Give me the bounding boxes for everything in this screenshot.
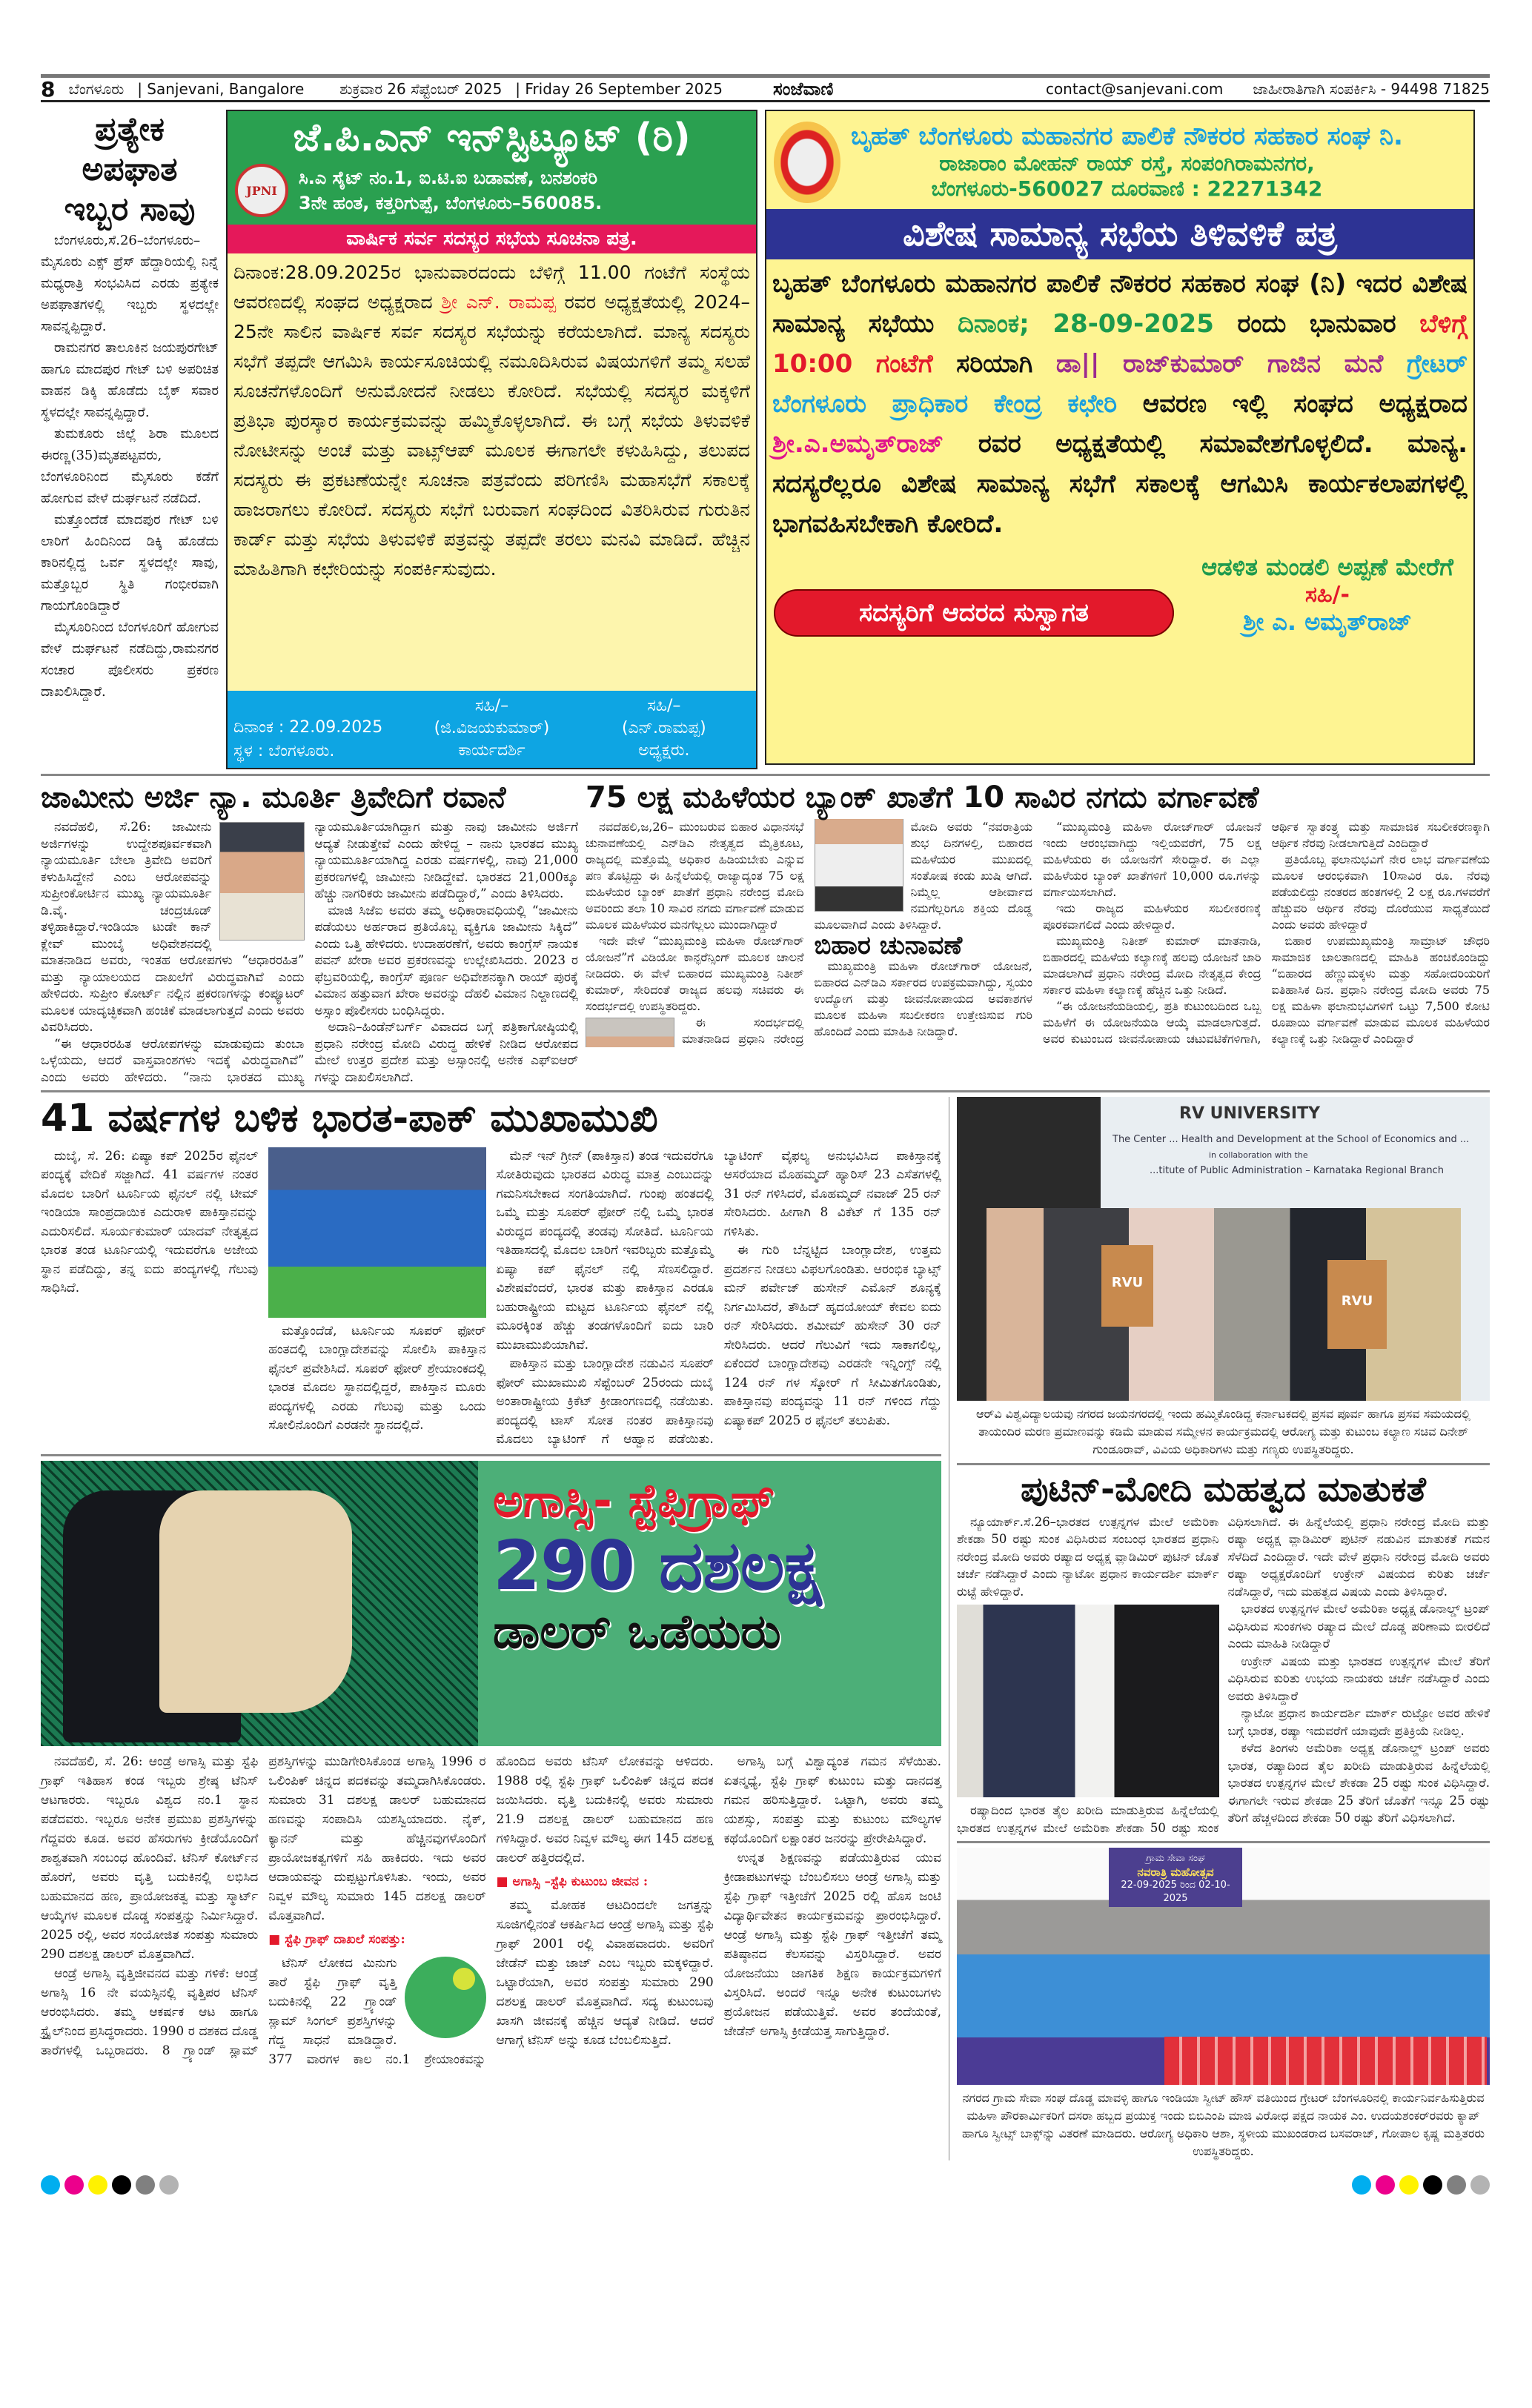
agassi-graf-photo <box>41 1461 478 1746</box>
rvu-event-photo-block <box>957 1097 1490 1459</box>
paragraph: “ಈ ಆಧಾರರಹಿತ ಆರೋಪಗಳನ್ನು ಮಾಡುವುದು ತುಂಬಾ ಒಳ್ಳೆಯದು, ಆದರೆ ವಾಸ್ತವಾಂಶಗಳು ಇದಕ್ಕೆ ವಿರುದ್ಧವಾಗಿವೆ” ಎಂದು ಅವರು ಹೇಳಿದರು. “ನಾನು ಭಾರತದ ಮುಖ್ಯ ನ್ಯಾಯಮೂರ್ತಿಯಾಗಿದ್ದಾಗ ಮತ್ತು ನಾವು ಜಾಮೀನು ಅರ್ಜಿಗೆ ಆದ್ಯತೆ ನೀಡುತ್ತೇವೆ ಎಂದು ಹೇಳಿದ್ದ – ನಾನು ಭಾರತದ ಮುಖ್ಯ ನ್ಯಾಯಮೂರ್ತಿಯಾಗಿದ್ದ ಎರಡು ವರ್ಷಗಳಲ್ಲಿ, ನಾವು 21,000 ಪ್ರಕರಣಗಳಲ್ಲಿ ಜಾಮೀನು ನೀಡಿದ್ದೇವೆ. ಭಾರತದ 21,000ಕ್ಕೂ ಹೆಚ್ಚು ನಾಗರಿಕರು ಜಾಮೀನು ಪಡೆದಿದ್ದಾರೆ,” ಎಂದು ತಿಳಿಸಿದರು. <box>41 820 578 1085</box>
registration-dot <box>1399 2175 1419 2195</box>
ad-notice-band: ವಿಶೇಷ ಸಾಮಾನ್ಯ ಸಭೆಯ ತಿಳಿವಳಿಕೆ ಪತ್ರ <box>766 209 1473 259</box>
article-body <box>586 819 1490 1047</box>
paragraph: ನ್ಯಾಟೋ ಪ್ರಧಾನ ಕಾರ್ಯದರ್ಶಿ ಮಾರ್ಕ್ ರುಟ್ಟೋ ಅವರ ಹೇಳಿಕೆ ಬಗ್ಗೆ ಭಾರತ, ರಷ್ಯಾ ಇದುವರೆಗೆ ಯಾವುದೇ ಪ್ರತಿಕ್ರಿಯೆ ನೀಡಿಲ್ಲ. <box>1227 1706 1490 1738</box>
paragraph: ಟೆನಿಸ್ ಲೋಕದ ಮಿನುಗು ತಾರೆ ಸ್ಟೆಫಿ ಗ್ರಾಫ್ ವೃತ್ತಿ ಬದುಕಿನಲ್ಲಿ 22 ಗ್ರ್ಯಾಂಡ್ ಸ್ಲಾಮ್ ಸಿಂಗಲ್ ಪ್ರಶಸ್ತಿಗಳನ್ನು ಗೆದ್ದ ಸಾಧನೆ ಮಾಡಿದ್ದಾರೆ. 377 ವಾರಗಳ ಕಾಲ ನಂ.1 ಶ್ರೇಯಾಂಕವನ್ನು ಹೊಂದಿದ ಅವರು ಟೆನಿಸ್ ಲೋಕವನ್ನು ಆಳಿದರು. 1988 ರಲ್ಲಿ ಸ್ಟೆಫಿ ಗ್ರಾಫ್ ಒಲಿಂಪಿಕ್ ಚಿನ್ನದ ಪದಕ ಜಯಿಸಿದರು. ವೃತ್ತಿ ಬದುಕಿನಲ್ಲಿ ಅವರು ಸುಮಾರು 21.9 ದಶಲಕ್ಷ ಡಾಲರ್ ಬಹುಮಾನದ ಹಣ ಗಳಿಸಿದ್ದಾರೆ. ಅವರ ನಿವ್ವಳ ಮೌಲ್ಯ ಈಗ 145 ದಶಲಕ್ಷ ಡಾಲರ್ ಹತ್ತಿರದಲ್ಲಿದೆ. <box>268 1754 714 2067</box>
board-order: ಆಡಳಿತ ಮಂಡಲಿ ಅಪ್ಪಣೆ ಮೇರೆಗೆ <box>1201 553 1453 581</box>
signature: ಸಹಿ/– <box>647 697 681 715</box>
ad-notice-text <box>766 259 1473 548</box>
ad-title: ಬೃಹತ್ ಬೆಂಗಳೂರು ಮಹಾನಗರ ಪಾಲಿಕೆ ನೌಕರರ ಸಹಕಾರ ಸಂಘ ನಿ. <box>851 122 1403 151</box>
banner-text: The Center ... Health and Development at the School of Economics and ... <box>1112 1134 1470 1145</box>
divider <box>41 1454 941 1456</box>
article-body <box>41 819 578 1086</box>
registration-marks-left <box>41 2175 179 2195</box>
paragraph: ನವದೆಹಲಿ, ಸೆ. 26: ಆಂಡ್ರೆ ಅಗಾಸ್ಸಿ ಮತ್ತು ಸ್ಟೆಫಿ ಗ್ರಾಫ್ ಇತಿಹಾಸ ಕಂಡ ಇಬ್ಬರು ಶ್ರೇಷ್ಠ ಟೆನಿಸ್ ಆಟಗಾರರು. ಇಬ್ಬರೂ ವಿಶ್ವದ ನಂ.1 ಸ್ಥಾನ ಪಡೆದವರು. ಇಬ್ಬರೂ ಅನೇಕ ಪ್ರಮುಖ ಪ್ರಶಸ್ತಿಗಳನ್ನು ಗೆದ್ದವರು ಕೂಡ. ಅವರ ಹೆಸರುಗಳು ಕ್ರೀಡೆಯೊಂದಿಗೆ ಶಾಶ್ವತವಾಗಿ ಸಂಬಂಧ ಹೊಂದಿವೆ. ಟೆನಿಸ್ ಕೋರ್ಟ್‌ನ ಹೊರಗೆ, ಅವರು ವೃತ್ತಿ ಬದುಕಿನಲ್ಲಿ ಲಭಿಸಿದ ಬಹುಮಾನದ ಹಣ, ಪ್ರಾಯೋಜಕತ್ವ ಮತ್ತು ಸ್ಮಾರ್ಟ್ ಆಯ್ಕೆಗಳ ಮೂಲಕ ದೊಡ್ಡ ಸಂಪತ್ತನ್ನು ನಿರ್ಮಿಸಿದ್ದಾರೆ. 2025 ರಲ್ಲಿ, ಅವರ ಸಂಯೋಜಿತ ಸಂಪತ್ತು ಸುಮಾರು 290 ದಶಲಕ್ಷ ಡಾಲರ್ ಮೊತ್ತವಾಗಿದೆ. <box>41 1754 259 1962</box>
text: ದಿನಾಂಕ; <box>957 309 1029 339</box>
article-body <box>41 1147 941 1450</box>
divider <box>957 1463 1490 1465</box>
text: ರವರ ಅಧ್ಯಕ್ಷತೆಯಲ್ಲಿ 2024–25ನೇ ಸಾಲಿನ ವಾರ್ಷಿಕ ಸರ್ವ ಸದಸ್ಯರ ಸಭೆಯನ್ನು ಕರೆಯಲಾಗಿದೆ. ಮಾನ್ಯ ಸದಸ್ಯರು ಸಭೆಗೆ ತಪ್ಪದೇ ಆಗಮಿಸಿ ಕಾರ್ಯಸೂಚಿಯಲ್ಲಿ ನಮೂದಿಸಿರುವ ವಿಷಯಗಳಿಗೆ ತಮ್ಮ ಸಲಹೆ ಸೂಚನೆಗಳೊಂದಿಗೆ ಅನುಮೋದನೆ ನೀಡಲು ಕೋರಿದೆ. ಸಭೆಯಲ್ಲಿ ಸದಸ್ಯರ ಮಕ್ಕಳಿಗೆ ಪ್ರತಿಭಾ ಪುರಸ್ಕಾರ ಕಾರ್ಯಕ್ರಮವನ್ನು ಹಮ್ಮಿಕೊಳ್ಳಲಾಗಿದೆ. ಈ ಬಗ್ಗೆ ಸಭೆಯ ತಿಳುವಳಿಕೆ ನೋಟೀಸನ್ನು ಅಂಚೆ ಮತ್ತು ವಾಟ್ಸ್‌ಆಪ್ ಮೂಲಕ ಈಗಾಗಲೇ ಕಳುಹಿಸಿದ್ದು, ತಲುಪದ ಸದಸ್ಯರು ಈ ಪ್ರಕಟಣೆಯನ್ನೇ ಸೂಚನಾ ಪತ್ರವೆಂದು ಪರಿಗಣಿಸಿ ಮಹಾಸಭೆಗೆ ಸಕಾಲಕ್ಕೆ ಹಾಜರಾಗಲು ಕೋರಿದೆ. ಸದಸ್ಯರು ಸಭೆಗೆ ಬರುವಾಗ ಸಂಘದಿಂದ ವಿತರಿಸಿರುವ ಗುರುತಿನ ಕಾರ್ಡ್ ಮತ್ತು ಸಭೆಯ ತಿಳುವಳಿಕೆ ಪತ್ರವನ್ನು ತಪ್ಪದೇ ತರಲು ಮನವಿ ಮಾಡಿದೆ. ಹೆಚ್ಚಿನ ಮಾಹಿತಿಗಾಗಿ ಕಛೇರಿಯನ್ನು ಸಂಪರ್ಕಿಸುವುದು. <box>233 291 751 580</box>
paragraph: ಅದಾನಿ–ಹಿಂಡೆನ್‌ಬರ್ಗ್ ವಿವಾದದ ಬಗ್ಗೆ ಪತ್ರಿಕಾಗೋಷ್ಠಿಯಲ್ಲಿ ಪ್ರಧಾನಿ ನರೇಂದ್ರ ಮೋದಿ ವಿರುದ್ಧ ಹೇಳಿಕೆ ನೀಡಿದ ಆರೋಪದ ಮೇಲೆ ಉತ್ತರ ಪ್ರದೇಶ ಮತ್ತು ಅಸ್ಸಾಂನಲ್ಲಿ ಅನೇಕ ಎಫ್‌ಐಆರ್ ಗಳನ್ನು ದಾಖಲಿಸಲಾಗಿದೆ. <box>314 1020 578 1085</box>
masthead-logo: ಸಂಜೆವಾಣಿ <box>772 79 834 99</box>
event-banner <box>1109 1848 1242 1907</box>
secretary-name: (ಜಿ.ವಿಜಯಕುಮಾರ್) <box>434 719 550 737</box>
subheading-text: ಸ್ಟೆಫಿ ಗ್ರಾಫ್ ದಾಖಲೆ ಸಂಪತ್ತು: <box>285 1931 405 1947</box>
banner-text: ಗ್ರಾಮ ಸೇವಾ ಸಂಘ <box>1146 1853 1205 1865</box>
divider <box>41 1090 1490 1092</box>
headline-line: ಇಬ್ಬರ ಸಾವು <box>64 190 196 228</box>
divider <box>41 774 1490 776</box>
welcome-badge: ಸದಸ್ಯರಿಗೆ ಆದರದ ಸುಸ್ವಾಗತ <box>774 589 1174 637</box>
headline-line: ಪ್ರತ್ಯೇಕ <box>95 110 165 148</box>
page-number: 8 <box>41 76 56 102</box>
article-headline <box>41 110 219 230</box>
president-role: ಅಧ್ಯಕ್ಷರು. <box>638 741 690 760</box>
paragraph: ರಷ್ಯಾದಿಂದ ಭಾರತ ತೈಲ ಖರೀದಿ ಮಾಡುತ್ತಿರುವ ಹಿನ್ನೆಲೆಯಲ್ಲಿ ಭಾರತದ ಉತ್ಪನ್ನಗಳ ಮೇಲೆ ಅಮೆರಿಕಾ ಶೇಕಡಾ 50 ರಷ್ಟು ಸುಂಕ ವಿಧಿಸಲಾಗಿದೆ. ಈ ಹಿನ್ನೆಲೆಯಲ್ಲಿ ಪ್ರಧಾನಿ ನರೇಂದ್ರ ಮೋದಿ ಮತ್ತು ರಷ್ಯಾ ಅಧ್ಯಕ್ಷ ವ್ಲಾಡಿಮಿರ್ ಪುಟಿನ್ ನಡುವಿನ ಮಾತುಕತೆ ಗಮನ ಸೆಳೆದಿದೆ ಎಂದಿದ್ದಾರೆ. ಇದೇ ವೇಳೆ ಪ್ರಧಾನಿ ನರೇಂದ್ರ ಮೋದಿ ಅವರು ರಷ್ಯಾ ಅಧ್ಯಕ್ಷರೊಂದಿಗೆ ಉಕ್ರೇನ್ ವಿಷಯದ ಕುರಿತು ಚರ್ಚೆ ನಡೆಸಿದ್ದಾರೆ, ಇದು ಮಹತ್ವದ ವಿಷಯ ಎಂದು ತಿಳಿಸಿದ್ದಾರೆ. <box>957 1514 1490 1835</box>
ad-address: ರಾಜಾರಾಂ ಮೋಹನ್ ರಾಯ್ ರಸ್ತೆ, ಸಂಪಂಗಿರಾಮನಗರ, <box>939 151 1315 176</box>
putin-modi-photo <box>957 1605 1219 1797</box>
notice-place: ಸ್ಥಳ : ಬೆಂಗಳೂರು. <box>233 742 335 760</box>
article-body <box>957 1513 1490 1837</box>
paragraph: ಉನ್ನತ ಶಿಕ್ಷಣವನ್ನು ಪಡೆಯುತ್ತಿರುವ ಯುವ ಕ್ರೀಡಾಪಟುಗಳನ್ನು ಬೆಂಬಲಿಸಲು ಆಂಡ್ರೆ ಅಗಾಸ್ಸಿ ಮತ್ತು ಸ್ಟೆಫಿ ಗ್ರಾಫ್ ಇತ್ತೀಚೆಗೆ 2025 ರಲ್ಲಿ ಹೊಸ ಜಂಟಿ ವಿದ್ಯಾರ್ಥಿವೇತನ ಕಾರ್ಯಕ್ರಮವನ್ನು ಪ್ರಾರಂಭಿಸಿದ್ದಾರೆ. ಆಂಡ್ರೆ ಅಗಾಸ್ಸಿ ಮತ್ತು ಸ್ಟೆಫಿ ಗ್ರಾಫ್ ಇತ್ತೀಚೆಗೆ ತಮ್ಮ ಪತಿಷ್ಠಾನದ ಕೆಲಸವನ್ನು ವಿಸ್ತರಿಸಿದ್ದಾರೆ. ಅವರ ಯೋಜನೆಯು ಜಾಗತಿಕ ಶಿಕ್ಷಣ ಕಾರ್ಯಕ್ರಮಗಳಿಗೆ ವಿಸ್ತರಿಸಿದೆ. ಅಂದರೆ ಇನ್ನೂ ಅನೇಕ ಕುಟುಂಬಗಳು ಪ್ರಯೋಜನ ಪಡೆಯುತ್ತಿವೆ. ಅವರ ತಂದೆಯಂತೆ, ಜೇಡೆನ್ ಅಗಾಸ್ಸಿ ಕ್ರೀಡೆಯತ್ತ ಸಾಗುತ್ತಿದ್ದಾರೆ. <box>723 1850 941 2039</box>
article-bail <box>41 780 578 1086</box>
article-putin-modi <box>957 1470 1490 1837</box>
seva-sangha-photo-block <box>957 1848 1490 2160</box>
registration-dot <box>1470 2175 1490 2195</box>
india-pakistan-team-photo <box>268 1147 485 1318</box>
ad-notice-text <box>228 253 756 691</box>
subheading-text: ಅಗಾಸ್ಸಿ –ಸ್ಟೆಫಿ ಕುಟುಂಬ ಜೀವನ : <box>512 1874 649 1889</box>
jpni-advertisement <box>226 110 757 769</box>
people-group <box>986 1208 1461 1401</box>
banner-text: ...titute of Public Administration – Karnataka Regional Branch <box>1150 1165 1444 1176</box>
meeting-time: ಬೆಳಿಗ್ಗೆ 10:00 ಗಂಟೆಗೆ <box>772 309 1468 379</box>
header-date-kannada: ಶುಕ್ರವಾರ 26 ಸೆಪ್ಟೆಂಬರ್ 2025 <box>339 80 503 98</box>
jpni-seal-logo: JPNI <box>235 164 288 217</box>
tennis-icon <box>405 1957 486 2038</box>
article-subheading: ■ ಸ್ಟೆಫಿ ಗ್ರಾಫ್ ದಾಖಲೆ ಸಂಪತ್ತು: <box>268 1931 405 1947</box>
paragraph: ಮೆನ್ ಇನ್ ಗ್ರೀನ್ (ಪಾಕಿಸ್ತಾನ) ತಂಡ ಇದುವರೆಗೂ ಸೋತಿರುವುದು ಭಾರತದ ವಿರುದ್ಧ ಮಾತ್ರ ಎಂಬುದನ್ನು ಗಮನಿಸಬೇಕಾದ ಸಂಗತಿಯಾಗಿದೆ. ಗುಂಪು ಹಂತದಲ್ಲಿ ಒಮ್ಮೆ ಮತ್ತು ಸೂಪರ್ ಫೋರ್ ನಲ್ಲಿ ಒಮ್ಮೆ ಭಾರತ ವಿರುದ್ಧದ ಪಂದ್ಯದಲ್ಲಿ ತಂಡವು ಸೋತಿದೆ. ಟೂರ್ನಿಯ ಇತಿಹಾಸದಲ್ಲಿ ಮೊದಲ ಬಾರಿಗೆ ಇವರಿಬ್ಬರು ಮತ್ತೊಮ್ಮೆ ಏಷ್ಯಾ ಕಪ್ ಫೈನಲ್ ನಲ್ಲಿ ಸೆಣಸಲಿದ್ದಾರೆ. ವಿಶೇಷವೆಂದರೆ, ಭಾರತ ಮತ್ತು ಪಾಕಿಸ್ತಾನ ಎರಡೂ ಬಹುರಾಷ್ಟ್ರೀಯ ಮಟ್ಟದ ಟೂರ್ನಿಯ ಫೈನಲ್ ನಲ್ಲಿ ಮೂರಕ್ಕಿಂತ ಹೆಚ್ಚು ತಂಡಗಳೊಂದಿಗೆ ಐದು ಬಾರಿ ಮುಖಾಮುಖಿಯಾಗಿವೆ. <box>496 1148 714 1353</box>
header-email[interactable]: contact@sanjevani.com <box>1045 80 1224 98</box>
paragraph: ಬಿಹಾರ ಉಪಮುಖ್ಯಮಂತ್ರಿ ಸಾಮ್ರಾಟ್ ಚೌಧರಿ ಸಾಮಾಜಿಕ ಜಾಲತಾಣದಲ್ಲಿ ಮಾಹಿತಿ ಹಂಚಿಕೊಂಡಿದ್ದು “ಬಿಹಾರದ ಹೆಣ್ಣುಮಕ್ಕಳು ಮತ್ತು ಸಹೋದರಿಯರಿಗೆ ಐತಿಹಾಸಿಕ ದಿನ. ಪ್ರಧಾನಿ ನರೇಂದ್ರ ಮೋದಿ ಅವರು 75 ಲಕ್ಷ ಮಹಿಳಾ ಫಲಾನುಭವಿಗಳಿಗೆ ಒಟ್ಟು 7,500 ಕೋಟಿ ರೂಪಾಯಿ ವರ್ಗಾವಣೆ ಮಾಡುವ ಮೂಲಕ ಮಹಿಳೆಯರ ಕಲ್ಯಾಣಕ್ಕೆ ಒತ್ತು ನೀಡಿದ್ದಾರೆ ಎಂದಿದ್ದಾರೆ <box>1271 934 1490 1046</box>
paragraph: ಭಾರತದ ಉತ್ಪನ್ನಗಳ ಮೇಲೆ ಅಮೆರಿಕಾ ಅಧ್ಯಕ್ಷ ಡೊನಾಲ್ಡ್ ಟ್ರಂಪ್ ವಿಧಿಸಿರುವ ಸುಂಕಗಳು ರಷ್ಯಾದ ಮೇಲೆ ದೊಡ್ಡ ಪರಿಣಾಮ ಬೀರಲಿದೆ ಎಂದು ಮಾಹಿತಿ ನೀಡಿದ್ದಾರೆ <box>1227 1602 1490 1651</box>
paragraph: ಮಾಜಿ ಸಿಜೆಐ ಅವರು ತಮ್ಮ ಅಧಿಕಾರಾವಧಿಯಲ್ಲಿ “ಜಾಮೀನು ಪಡೆಯಲು ಅರ್ಹರಾದ ಪ್ರತಿಯೊಬ್ಬ ವ್ಯಕ್ತಿಗೂ ಜಾಮೀನು ಸಿಕ್ಕಿದೆ” ಎಂದು ಒತ್ತಿ ಹೇಳಿದರು. ಉದಾಹರಣೆಗೆ, ಅವರು ಕಾಂಗ್ರೆಸ್ ನಾಯಕ ಪವನ್ ಖೇರಾ ಅವರ ಪ್ರಕರಣವನ್ನು ಉಲ್ಲೇಖಿಸಿದರು. 2023 ರ ಫೆಬ್ರವರಿಯಲ್ಲಿ, ಕಾಂಗ್ರೆಸ್ ಪೂರ್ಣ ಅಧಿವೇಶನಕ್ಕಾಗಿ ರಾಯ್ ಪುರಕ್ಕೆ ವಿಮಾನ ಹತ್ತುವಾಗ ಖೇರಾ ಅವರನ್ನು ದೆಹಲಿ ವಿಮಾನ ನಿಲ್ದಾಣದಲ್ಲಿ ಅಸ್ಸಾಂ ಪೊಲೀಸರು ಬಂಧಿಸಿದ್ದರು. <box>314 903 578 1018</box>
paragraph: ದುಬೈ, ಸೆ. 26: ಏಷ್ಯಾ ಕಪ್ 2025ರ ಫೈನಲ್ ಪಂದ್ಯಕ್ಕೆ ವೇದಿಕೆ ಸಜ್ಜಾಗಿದೆ. 41 ವರ್ಷಗಳ ನಂತರ ಮೊದಲ ಬಾರಿಗೆ ಟೂರ್ನಿಯ ಫೈನಲ್ ನಲ್ಲಿ ಟೀಮ್ ಇಂಡಿಯಾ ಸಾಂಪ್ರದಾಯಿಕ ಎದುರಾಳಿ ಪಾಕಿಸ್ತಾನವನ್ನು ಎದುರಿಸಲಿದೆ. ಸೂರ್ಯಕುಮಾರ್ ಯಾದವ್ ನೇತೃತ್ವದ ಭಾರತ ತಂಡ ಟೂರ್ನಿಯಲ್ಲಿ ಇದುವರೆಗೂ ಅಜೇಯ ಸ್ಥಾನ ಪಡೆದಿದ್ದು, ತನ್ನ ಐದು ಪಂದ್ಯಗಳಲ್ಲಿ ಗೆಲುವು ಸಾಧಿಸಿದೆ. <box>41 1148 259 1296</box>
paragraph: ಈ ಗುರಿ ಬೆನ್ನಟ್ಟಿದ ಬಾಂಗ್ಲಾದೇಶ, ಉತ್ತಮ ಪ್ರದರ್ಶನ ನೀಡಲು ವಿಫಲಗೊಂಡಿತು. ಆರಂಭಿಕ ಬ್ಯಾಟ್ಸ್ ಮನ್ ಪರ್ವೇಜ್ ಹುಸೇನ್ ಎಮೊನ್ ಶೂನ್ಯಕ್ಕೆ ನಿರ್ಗಮಿಸಿದರೆ, ತೌಹಿದ್ ಹೃದಯೋಯ್ ಕೇವಲ ಐದು ರನ್ ಸೇರಿಸಿದರು. ಶಮೀಮ್ ಹುಸೇನ್ 30 ರನ್ ಸೇರಿಸಿದರು. ಆದರೆ ಗೆಲುವಿಗೆ ಇದು ಸಾಕಾಗಲಿಲ್ಲ, ಏಕೆಂದರೆ ಬಾಂಗ್ಲಾದೇಶವು ಎರಡನೇ ಇನ್ನಿಂಗ್ಸ್ ನಲ್ಲಿ 124 ರನ್ ಗಳ ಸ್ಕೋರ್ ಗೆ ಸೀಮಿತಗೊಂಡಿತು, ಪಾಕಿಸ್ತಾನವು ಪಂದ್ಯವನ್ನು 11 ರನ್ ಗಳಿಂದ ಗೆದ್ದು ಏಷ್ಯಾಕಪ್ 2025 ರ ಫೈನಲ್ ತಲುಪಿತು. <box>723 1243 941 1428</box>
signature: ಸಹಿ/- <box>1305 582 1350 608</box>
header-ad-contact: ಜಾಹೀರಾತಿಗಾಗಿ ಸಂಪರ್ಕಿಸಿ - 94498 71825 <box>1253 80 1490 98</box>
sweet-boxes <box>1164 2037 1487 2085</box>
row-bottom <box>41 1097 1490 2160</box>
banner-text: 22-09-2025 ರಿಂದ 02-10-2025 <box>1121 1880 1230 1905</box>
registration-dot <box>112 2175 131 2195</box>
venue: ಡಾ|| ರಾಜ್‌ಕುಮಾರ್ ಗಾಜಿನ ಮನೆ <box>1055 349 1384 379</box>
paragraph: ನವದೆಹಲಿ,ಜ,26– ಮುಂಬರುವ ಬಿಹಾರ ವಿಧಾನಸಭೆ ಚುನಾವಣೆಯಲ್ಲಿ ಎನ್‌ಡಿಎ ನೇತೃತ್ವದ ಮೈತ್ರಿಕೂಟ, ರಾಜ್ಯದಲ್ಲಿ ಮತ್ತೊಮ್ಮೆ ಅಧಿಕಾರ ಹಿಡಿಯಬೇಕು ಎನ್ನುವ ಪಣ ತೊಟ್ಟಿದ್ದು ಈ ಹಿನ್ನೆಲೆಯಲ್ಲಿ ರಾಜ್ಯಾದ್ಯಂತ 75 ಲಕ್ಷ ಮಹಿಳೆಯರ ಬ್ಯಾಂಕ್ ಖಾತೆಗೆ ಪ್ರಧಾನಿ ನರೇಂದ್ರ ಮೋದಿ ಅವರಿಂದು ತಲಾ 10 ಸಾವಿರ ನಗದು ವರ್ಗಾವಣೆ ಮಾಡುವ ಮೂಲಕ ಮಹಿಳೆಯರ ಮನಗೆಲ್ಲಲು ಮುಂದಾಗಿದ್ದಾರೆ <box>586 820 804 932</box>
registration-dot <box>1447 2175 1466 2195</box>
text: ಆವರಣ ಇಲ್ಲಿ ಸಂಘದ ಅಧ್ಯಕ್ಷರಾದ <box>1117 389 1468 419</box>
paragraph: ಮುಖ್ಯಮಂತ್ರಿ ನಿತೀಶ್ ಕುಮಾರ್ ಮಾತನಾಡಿ, ಬಿಹಾರದಲ್ಲಿ ಮಹಿಳೆಯ ಕಲ್ಯಾಣಕ್ಕೆ ಹಲವು ಯೋಜನೆ ಜಾರಿ ಮಾಡಲಾಗಿದೆ ಪ್ರಧಾನಿ ನರೇಂದ್ರ ಮೋದಿ ನೇತೃತ್ವದ ಕೇಂದ್ರ ಸರ್ಕಾರ ಮಹಿಳಾ ಕಲ್ಯಾಣಕ್ಕೆ ಹೆಚ್ಚಿನ ಒತ್ತು ನೀಡಿದೆ. <box>1043 934 1261 997</box>
secretary-role: ಕಾರ್ಯದರ್ಶಿ <box>458 741 525 760</box>
banner-text: ನವರಾತ್ರಿ ಮಹೋತ್ಸವ <box>1137 1865 1214 1880</box>
paragraph: ಆಂಡ್ರೆ ಅಗಾಸ್ಸಿ ವೃತ್ತಿಜೀವನದ ಮತ್ತು ಗಳಿಕೆ: ಆಂಡ್ರೆ ಅಗಾಸ್ಸಿ 16 ನೇ ವಯಸ್ಸಿನಲ್ಲಿ ವೃತ್ತಿಪರ ಟೆನಿಸ್ ಆರಂಭಿಸಿದರು. ತಮ್ಮ ಆಕರ್ಷಕ ಆಟ ಹಾಗೂ ಸ್ಟ್ರೈಲ್‌ನಿಂದ ಪ್ರಸಿದ್ಧರಾದರು. 1990 ರ ದಶಕದ ದೊಡ್ಡ ತಾರೆಗಳಲ್ಲಿ ಒಬ್ಬರಾದರು. 8 ಗ್ರ್ಯಾಂಡ್ ಸ್ಲಾಮ್ ಪ್ರಶಸ್ತಿಗಳನ್ನು ಮುಡಿಗೇರಿಸಿಕೊಂಡ ಅಗಾಸ್ಸಿ 1996 ರ ಒಲಿಂಪಿಕ್ ಚಿನ್ನದ ಪದಕವನ್ನು ತಮ್ಮದಾಗಿಸಿಕೊಂಡರು. ಸುಮಾರು 31 ದಶಲಕ್ಷ ಡಾಲರ್ ಬಹುಮಾನದ ಹಣವನ್ನು ಸಂಪಾದಿಸಿ ಯಶಸ್ವಿಯಾದರು. ನೈಕ್, ಕ್ಯಾನನ್ ಮತ್ತು ಹೆಚ್ಚಿನವುಗಳೊಂದಿಗೆ ಪ್ರಾಯೋಜಕತ್ವಗಳಿಗೆ ಸಹಿ ಹಾಕಿದರು. ಇದು ಅವರ ಆದಾಯವನ್ನು ದುಪ್ಪಟ್ಟುಗೊಳಿಸಿತು. ಇಂದು, ಅವರ ನಿವ್ವಳ ಮೌಲ್ಯ ಸುಮಾರು 145 ದಶಲಕ್ಷ ಡಾಲರ್ ಮೊತ್ತವಾಗಿದೆ. <box>41 1754 486 2058</box>
article-bihar-transfer <box>586 780 1490 1047</box>
registration-marks <box>41 2175 1490 2195</box>
page-header <box>41 74 1490 102</box>
seva-sangha-photo <box>957 1848 1490 2085</box>
paragraph: ಉಕ್ರೇನ್ ವಿಷಯ ಮತ್ತು ಭಾರತದ ಉತ್ಪನ್ನಗಳ ಮೇಲೆ ತೆರಿಗೆ ವಿಧಿಸಿರುವ ಕುರಿತು ಉಭಯ ನಾಯಕರು ಚರ್ಚೆ ನಡೆಸಿದ್ದಾರೆ ಎಂದು ಅವರು ತಿಳಿಸಿದ್ದಾರೆ <box>1227 1654 1490 1703</box>
ad-title: ಜೆ.ಪಿ.ಎನ್ ಇನ್‌ಸ್ಟಿಟ್ಯೂಟ್ (ರಿ) <box>293 116 691 160</box>
ad-notice-band: ವಾರ್ಷಿಕ ಸರ್ವ ಸದಸ್ಯರ ಸಭೆಯ ಸೂಚನಾ ಪತ್ರ. <box>228 225 756 253</box>
registration-dot <box>88 2175 107 2195</box>
paragraph: ಮುಖ್ಯಮಂತ್ರಿ ಮಹಿಳಾ ರೋಜ್‌ಗಾರ್ ಯೋಜನೆ, ಬಿಹಾರದ ಎನ್‌ಡಿಎ ಸರ್ಕಾರದ ಉಪಕ್ರಮವಾಗಿದ್ದು, ಸ್ವಯಂ ಉದ್ಯೋಗ ಮತ್ತು ಜೀವನೋಪಾಯದ ಅವಕಾಶಗಳ ಮೂಲಕ ಮಹಿಳಾ ಸಬಲೀಕರಣ ಉತ್ತೇಜಿಸುವ ಗುರಿ ಹೊಂದಿದೆ ಎಂದು ಮಾಹಿತಿ ನೀಡಿದ್ದಾರೆ. <box>814 959 1032 1038</box>
registration-dot <box>1352 2175 1371 2195</box>
paragraph: ರಾಮನಗರ ತಾಲೂಕಿನ ಜಯಪುರಗೇಟ್ ಹಾಗೂ ಮಾದಪುರ ಗೇಟ್ ಬಳಿ ಅಪರಿಚಿತ ವಾಹನ ಡಿಕ್ಕಿ ಹೊಡೆದು ಬೈಕ್ ಸವಾರ ಸ್ಥಳದಲ್ಲೇ ಸಾವನ್ನಪ್ಪಿದ್ದಾರೆ. <box>41 340 219 420</box>
banner-text: RV UNIVERSITY <box>1179 1104 1321 1123</box>
divider <box>957 1841 1490 1843</box>
paragraph: ನ್ಯೂಯಾರ್ಕ್.ಸೆ.26–ಭಾರತದ ಉತ್ಪನ್ನಗಳ ಮೇಲೆ ಅಮೆರಿಕಾ ಶೇಕಡಾ 50 ರಷ್ಟು ಸುಂಕ ವಿಧಿಸಿರುವ ಸಂಬಂಧ ಭಾರತದ ಪ್ರಧಾನಿ ನರೇಂದ್ರ ಮೋದಿ ಅವರು ರಷ್ಯಾದ ಅಧ್ಯಕ್ಷ ವ್ಲಾಡಿಮಿರ್ ಪುಟಿನ್ ಜೊತೆ ಚರ್ಚೆ ನಡೆಸಿದ್ದಾರೆ ಎಂದು ನ್ಯಾಟೋ ಪ್ರಧಾನ ಕಾರ್ಯದರ್ಶಿ ಮಾರ್ಕ್ ರುಟ್ಟೆ ಹೇಳಿದ್ದಾರೆ. <box>957 1514 1219 1599</box>
agassi-top <box>41 1461 941 1746</box>
article-headline: ಪುಟಿನ್-ಮೋದಿ ಮಹತ್ವದ ಮಾತುಕತೆ <box>1021 1469 1426 1509</box>
graf-figure <box>159 1490 352 1713</box>
article-headline: 41 ವರ್ಷಗಳ ಬಳಿಕ ಭಾರತ-ಪಾಕ್ ಮುಖಾಮುಖಿ <box>41 1096 658 1141</box>
paragraph: ಈ ಸಂದರ್ಭದಲ್ಲಿ ಮಾತನಾಡಿದ ಪ್ರಧಾನಿ ನರೇಂದ್ರ ಮೋದಿ ಅವರು “ನವರಾತ್ರಿಯ ಶುಭ ದಿನಗಳಲ್ಲಿ, ಬಿಹಾರದ ಮಹಿಳೆಯರ ಮುಖದಲ್ಲಿ ಸಂತೋಷ ಕಂಡು ಖುಷಿ ಆಗಿದೆ. ನಿಮ್ಮೆಲ್ಲ ಆಶೀರ್ವಾದ ನಮಗೆಲ್ಲರಿಗೂ ಶಕ್ತಿಯ ದೊಡ್ಡ ಮೂಲವಾಗಿದೆ ಎಂದು ತಿಳಿಸಿದ್ದಾರೆ. <box>682 820 1032 1046</box>
president-name: (ಎನ್.ರಾಮಪ್ಪ) <box>621 719 706 737</box>
article-headline: 75 ಲಕ್ಷ ಮಹಿಳೆಯರ ಬ್ಯಾಂಕ್ ಖಾತೆಗೆ 10 ಸಾವಿರ ನಗದು ವರ್ಗಾವಣೆ <box>586 780 1259 815</box>
paragraph: ನವದೆಹಲಿ, ಸೆ.26: ಜಾಮೀನು ಅರ್ಜಿಗಳನ್ನು ಉದ್ದೇಶಪೂರ್ವಕವಾಗಿ ನ್ಯಾಯಮೂರ್ತಿ ಬೇಲಾ ತ್ರಿವೇದಿ ಅವರಿಗೆ ಕಳುಹಿಸಿದ್ದೇನೆ ಎಂಬ ಆರೋಪವನ್ನು ಸುಪ್ರೀಂಕೋರ್ಟಿನ ಮುಖ್ಯ ನ್ಯಾಯಮೂರ್ತಿ ಡಿ.ವೈ. ಚಂದ್ರಚೂಡ್ ತಳ್ಳಿಹಾಕಿದ್ದಾರೆ.ಇಂಡಿಯಾ ಟುಡೇ ಕಾನ್ ಕ್ಲೇವ್ ಮುಂಬೈ ಅಧಿವೇಶನದಲ್ಲಿ ಮಾತನಾಡಿದ ಅವರು, ಇಂತಹ ಆರೋಪಗಳು “ಆಧಾರರಹಿತ” ಮತ್ತು ನ್ಯಾಯಾಲಯದ ದಾಖಲೆಗೆ ವಿರುದ್ಧವಾಗಿವೆ ಎಂದು ಹೇಳಿದರು. ಸುಪ್ರೀಂ ಕೋರ್ಟ್ ನಲ್ಲಿನ ಪ್ರಕರಣಗಳನ್ನು ಕಂಪ್ಯೂಟರ್ ಮೂಲಕ ಯಾದೃಚ್ಛಿಕವಾಗಿ ಹಂಚಿಕೆ ಮಾಡಲಾಗುತ್ತದೆ ಎಂದು ಅವರು ವಿವರಿಸಿದರು. <box>41 820 305 1035</box>
text: ಸರಿಯಾಗಿ <box>932 349 1056 379</box>
paragraph: ತುಮಕೂರು ಜಿಲ್ಲೆ ಶಿರಾ ಮೂಲದ ಈರಣ್ಣ(35)ಮೃತಪಟ್ಟವರು, ಬೆಂಗಳೂರಿನಿಂದ ಮೈಸೂರು ಕಡೆಗೆ ಹೋಗುವ ವೇಳೆ ದುರ್ಘಟನೆ ನಡೆದಿದೆ. <box>41 426 219 506</box>
ad-address: ಬೆಂಗಳೂರು-560027 ದೂರವಾಣಿ : 22271342 <box>931 176 1323 201</box>
signatory-name: ಶ್ರೀ ಎ. ಅಮೃತ್‌ರಾಜ್ <box>1243 608 1412 636</box>
photo-caption: ನಗರದ ಗ್ರಾಮ ಸೇವಾ ಸಂಘ ದೊಡ್ಡ ಮಾವಳ್ಳಿ ಹಾಗೂ ಇಂಡಿಯಾ ಸ್ವೀಟ್ ಹೌಸ್ ವತಿಯಿಂದ ಗ್ರೇಟರ್ ಬೆಂಗಳೂರಿನಲ್ಲಿ ಕಾರ್ಯನಿರ್ವಹಿಸುತ್ತಿರುವ ಮಹಿಳಾ ಪೌರಕಾರ್ಮಿಕರಿಗೆ ದಸರಾ ಹಬ್ಬದ ಪ್ರಯುಕ್ತ ಇಂದು ಬಿಬಿಎಂಪಿ ಮಾಜಿ ವಿರೋಧ ಪಕ್ಷದ ನಾಯಕ ಎಂ. ಉದಯಶಂಕರ್‌ರವರು ಕ್ಯಾಪ್ ಹಾಗೂ ಸ್ವೀಟ್ಸ್ ಬಾಕ್ಸ್‌ನ್ನು ವಿತರಣೆ ಮಾಡಿದರು. ಆರೋಗ್ಯ ಅಧಿಕಾರಿ ಆಶಾ, ಸ್ಥಳೀಯ ಮುಖಂಡರಾದ ಬಸವರಾಜ್, ಗೋಪಾಲ ಕೃಷ್ಣ ಮತ್ತಿತರರು ಉಪಸ್ಥಿತರಿದ್ದರು. <box>961 2091 1485 2159</box>
paragraph: ಕಳೆದ ತಿಂಗಳು ಅಮೆರಿಕಾ ಅಧ್ಯಕ್ಷ ಡೊನಾಲ್ಡ್ ಟ್ರಂಪ್ ಅವರು ಭಾರತ, ರಷ್ಯಾದಿಂದ ತೈಲ ಖರೀದಿ ಮಾಡುತ್ತಿರುವ ಹಿನ್ನೆಲೆಯಲ್ಲಿ ಭಾರತದ ಉತ್ಪನ್ನಗಳ ಮೇಲೆ ಶೇಕಡಾ 25 ರಷ್ಟು ಸುಂಕ ವಿಧಿಸಿದ್ದಾರೆ. ಈಗಾಗಲೇ ಇರುವ ಶೇಕಡಾ 25 ತೆರಿಗೆ ಜೊತೆಗೆ ಇನ್ನೂ 25 ರಷ್ಟು ತೆರಿಗೆ ಹೆಚ್ಚಳದಿಂದ ಶೇಕಡಾ 50 ರಷ್ಟು ತೆರಿಗೆ ವಿಧಿಸಲಾಗಿದೆ. <box>1227 1741 1490 1825</box>
registration-marks-right <box>1352 2175 1490 2195</box>
chandrachud-photo <box>219 822 305 941</box>
president-name: ಶ್ರೀ.ಎ.ಅಮೃತ್‌ರಾಜ್ <box>772 429 944 459</box>
headline-line: ಅಪಘಾತ <box>82 150 178 188</box>
article-accident <box>41 110 219 703</box>
registration-dot <box>159 2175 179 2195</box>
paragraph: “ಈ ಯೋಜನೆಯಡಿಯಲ್ಲಿ, ಪ್ರತಿ ಕುಟುಂಬದಿಂದ ಒಬ್ಬ ಮಹಿಳೆಗೆ ಈ ಯೋಜನೆಯಡಿ ಆಯ್ಕೆ ಮಾಡಲಾಗುತ್ತದೆ. ಅವರ ಕುಟುಂಬದ ಜೀವನೋಪಾಯ ಚಟುವಟಿಕೆಗಳಿಗಾಗಿ, ಆರ್ಥಿಕ ಸ್ವಾತಂತ್ರ್ಯ ಮತ್ತು ಸಾಮಾಜಿಕ ಸಬಲೀಕರಣಕ್ಕಾಗಿ ಆರ್ಥಿಕ ನೆರವು ನೀಡಲಾಗುತ್ತಿದೆ ಎಂದಿದ್ದಾರೆ <box>1043 820 1490 1046</box>
paragraph: ಪ್ರತಿಯೊಬ್ಬ ಫಲಾನುಭವಿಗೆ ನೇರ ಲಾಭ ವರ್ಗಾವಣೆಯ ಮೂಲಕ ಆರಂಭಿಕವಾಗಿ 10ಸಾವಿರ ರೂ. ನೆರವು ಪಡೆಯಲಿದ್ದು ನಂತರದ ಹಂತಗಳಲ್ಲಿ 2 ಲಕ್ಷ ರೂ.ಗಳವರೆಗೆ ಹೆಚ್ಚುವರಿ ಆರ್ಥಿಕ ನೆರವು ದೊರೆಯುವ ಸಾಧ್ಯತೆಯಿದೆ ಎಂದು ಅವರು ಹೇಳಿದ್ದಾರೆ <box>1271 852 1490 932</box>
paragraph: ಮತ್ತೊಂದೆಡೆ ಮಾದಪುರ ಗೇಟ್ ಬಳಿ ಲಾರಿಗೆ ಹಿಂದಿನಿಂದ ಡಿಕ್ಕಿ ಹೊಡೆದು ಕಾರಿನಲ್ಲಿದ್ದ ಒರ್ವ ಸ್ಥಳದಲ್ಲೇ ಸಾವು, ಮತ್ತೊಬ್ಬರ ಸ್ಥಿತಿ ಗಂಭೀರವಾಗಿ ಗಾಯಗೊಂಡಿದ್ದಾರೆ <box>41 512 219 614</box>
ad-signatures <box>228 691 756 768</box>
header-city: ಬೆಂಗಳೂರು <box>68 80 125 98</box>
headline-line: ಅಗಾಸ್ಸಿ- ಸ್ಟೆಫಿಗ್ರಾಫ್ <box>493 1473 775 1528</box>
headline-line: ಡಾಲರ್ ಒಡೆಯರು <box>493 1604 781 1659</box>
rvu-event-photo <box>957 1097 1490 1401</box>
signature: ಸಹಿ/– <box>474 697 509 715</box>
right-stack <box>949 1097 1490 2160</box>
article-agassi-body <box>41 1752 941 2069</box>
agassi-headline-panel <box>478 1461 941 1746</box>
row-top <box>41 110 1490 769</box>
article-body <box>41 230 219 703</box>
registration-dot <box>1423 2175 1442 2195</box>
bbmp-society-advertisement <box>765 110 1475 765</box>
paragraph: ತಮ್ಮ ಮೋಹಕ ಆಟದಿಂದಲೇ ಜಗತ್ತನ್ನು ಸೂಜಿಗಲ್ಲಿನಂತೆ ಆಕರ್ಷಿಸಿದ ಆಂಡ್ರೆ ಅಗಾಸ್ಸಿ ಮತ್ತು ಸ್ಟೆಫಿ ಗ್ರಾಫ್ 2001 ರಲ್ಲಿ ವಿವಾಹವಾದರು. ಅವರಿಗೆ ಜೇಡೆನ್ ಮತ್ತು ಜಾಜ್ ಎಂಬ ಇಬ್ಬರು ಮಕ್ಕಳಿದ್ದಾರೆ. ಒಟ್ಟಾರೆಯಾಗಿ, ಅವರ ಸಂಪತ್ತು ಸುಮಾರು 290 ದಶಲಕ್ಷ ಡಾಲರ್ ಮೊತ್ತವಾಗಿದೆ. ಸದ್ಯ ಕುಟುಂಬವು ಖಾಸಗಿ ಜೀವನಕ್ಕೆ ಹೆಚ್ಚಿನ ಆದ್ಯತೆ ನೀಡಿದೆ. ಆದರೆ ಆಗಾಗ್ಗೆ ಟೆನಿಸ್ ಅನ್ನು ಕೂಡ ಬೆಂಬಲಿಸುತ್ತಿದೆ. <box>496 1897 714 2048</box>
rvu-folder: RVU <box>1327 1260 1387 1349</box>
header-date-english: | Friday 26 September 2025 <box>515 80 723 98</box>
paragraph: ಅಗಾಸ್ಸಿ ಬಗ್ಗೆ ವಿಶ್ವಾದ್ಯಂತ ಗಮನ ಸೆಳೆಯಿತು. ಏತನ್ಮಧ್ಯೆ, ಸ್ಟೆಫಿ ಗ್ರಾಫ್ ಕುಟುಂಬ ಮತ್ತು ದಾನದತ್ತ ಗಮನ ಹರಿಸುತ್ತಿದ್ದಾರೆ. ಒಟ್ಟಾಗಿ, ಅವರು ತಮ್ಮ ಯಶಸ್ಸು, ಸಂಪತ್ತು ಮತ್ತು ಕುಟುಂಬ ಮೌಲ್ಯಗಳ ಕಥೆಯೊಂದಿಗೆ ಲಕ್ಷಾಂತರ ಜನರನ್ನು ಪ್ರೇರೇಪಿಸಿದ್ದಾರೆ. <box>723 1754 941 1846</box>
registration-dot <box>136 2175 155 2195</box>
headline-line: 290 ದಶಲಕ್ಷ <box>493 1526 822 1606</box>
meeting-date: 28-09-2025 <box>1052 309 1214 339</box>
president-name: ಶ್ರೀ ಎನ್. ರಾಮಪ್ಪ <box>441 291 557 313</box>
article-subheadline: ಬಿಹಾರ ಚುನಾವಣೆ <box>814 931 963 961</box>
text: ರವರ ಅಧ್ಯಕ್ಷತೆಯಲ್ಲಿ ಸಮಾವೇಶಗೊಳ್ಳಲಿದೆ. ಮಾನ್ಯ. ಸದಸ್ಯರೆಲ್ಲರೂ ವಿಶೇಷ ಸಾಮಾನ್ಯ ಸಭೆಗೆ ಸಕಾಲಕ್ಕೆ ಆಗಮಿಸಿ ಕಾರ್ಯಕಲಾಪಗಳಲ್ಲಿ ಭಾಗವಹಿಸಬೇಕಾಗಿ ಕೋರಿದೆ. <box>772 429 1468 539</box>
paragraph: ಇದೇ ವೇಳೆ “ಮುಖ್ಯಮಂತ್ರಿ ಮಹಿಳಾ ರೋಜ್‌ಗಾರ್ ಯೋಜನೆ”ಗೆ ವಿಡಿಯೋ ಕಾನ್ಫರೆನ್ಸಿಂಗ್ ಮೂಲಕ ಚಾಲನೆ ನೀಡಿದರು. ಈ ವೇಳೆ ಬಿಹಾರದ ಮುಖ್ಯಮಂತ್ರಿ ನಿತೀಶ್ ಕುಮಾರ್, ಸೇರಿದಂತೆ ರಾಜ್ಯದ ಹಲವು ಸಚಿವರು ಈ ಸಂದರ್ಭದಲ್ಲಿ ಉಪಸ್ಥಿತರಿದ್ದರು. <box>586 934 804 1013</box>
left-stack <box>41 1097 941 2069</box>
notice-date: ದಿನಾಂಕ : 22.09.2025 <box>233 718 383 737</box>
text: ರಂದು ಭಾನುವಾರ <box>1213 309 1420 339</box>
text: ಬೃಹತ್ ಬೆಂಗಳೂರು ಮಹಾನಗರ ಪಾಲಿಕೆ ನೌಕರರ ಸಹಕಾರ ಸಂಘ (ನಿ) ಇದರ ವಿಶೇಷ ಸಾಮಾನ್ಯ ಸಭೆಯು <box>772 269 1468 339</box>
rvu-folder: RVU <box>1101 1245 1153 1327</box>
paragraph: ಮತ್ತೊಂದೆಡೆ, ಟೂರ್ನಿಯ ಸೂಪರ್ ಫೋರ್ ಹಂತದಲ್ಲಿ ಬಾಂಗ್ಲಾದೇಶವನ್ನು ಸೋಲಿಸಿ ಪಾಕಿಸ್ತಾನ ಫೈನಲ್ ಪ್ರವೇಶಿಸಿದೆ. ಸೂಪರ್ ಫೋರ್ ಶ್ರೇಯಾಂಕದಲ್ಲಿ ಭಾರತ ಮೊದಲ ಸ್ಥಾನದಲ್ಲಿದ್ದರೆ, ಪಾಕಿಸ್ತಾನ ಮೂರು ಪಂದ್ಯಗಳಲ್ಲಿ ಎರಡು ಗೆಲುವು ಮತ್ತು ಒಂದು ಸೋಲಿನೊಂದಿಗೆ ಎರಡನೇ ಸ್ಥಾನದಲ್ಲಿದೆ. <box>268 1323 486 1433</box>
registration-dot <box>1376 2175 1395 2195</box>
header-edition: | Sanjevani, Bangalore <box>137 80 305 98</box>
row-second <box>41 780 1490 1086</box>
paragraph: ಮೈಸೂರಿನಿಂದ ಬೆಂಗಳೂರಿಗೆ ಹೋಗುವ ವೇಳೆ ದುರ್ಘಟನೆ ನಡೆದಿದ್ದು,ರಾಮನಗರ ಸಂಚಾರ ಪೊಲೀಸರು ಪ್ರಕರಣ ದಾಖಲಿಸಿದ್ದಾರೆ. <box>41 620 219 700</box>
banner-text: in collaboration with the <box>1209 1150 1308 1160</box>
paragraph: “ಮುಖ್ಯಮಂತ್ರಿ ಮಹಿಳಾ ರೋಜ್‌ಗಾರ್ ಯೋಜನೆ ಇಂದು ಆರಂಭವಾಗಿದ್ದು ಇಲ್ಲಿಯವರೆಗೆ, 75 ಲಕ್ಷ ಮಹಿಳೆಯರು ಈ ಯೋಜನೆಗೆ ಸೇರಿದ್ದಾರೆ. ಈ ಎಲ್ಲಾ ಮಹಿಳೆಯರ ಬ್ಯಾಂಕ್ ಖಾತೆಗಳಿಗೆ 10,000 ರೂ.ಗಳನ್ನು ವರ್ಗಾಯಿಸಲಾಗಿದೆ. <box>1043 820 1261 899</box>
text: ದಿನಾಂಕ:28.09.2025ರ ಭಾನುವಾರದಂದು ಬೆಳಿಗ್ಗೆ 11.00 ಗಂಟೆಗೆ ಸಂಸ್ಥೆಯ ಆವರಣದಲ್ಲಿ ಸಂಘದ ಅಧ್ಯಕ್ಷರಾದ <box>233 262 750 313</box>
article-headline: ಜಾಮೀನು ಅರ್ಜಿ ನ್ಯಾ. ಮೂರ್ತಿ ತ್ರಿವೇದಿಗೆ ರವಾನೆ <box>41 780 506 815</box>
venue: ಗ್ರೇಟರ್ ಬೆಂಗಳೂರು ಪ್ರಾಧಿಕಾರ ಕೇಂದ್ರ ಕಛೇರಿ <box>772 349 1468 419</box>
registration-dot <box>64 2175 84 2195</box>
ad-address: 3ನೇ ಹಂತ, ಕತ್ತರಿಗುಪ್ಪೆ, ಬೆಂಗಳೂರು–560085. <box>299 193 603 213</box>
registration-dot <box>41 2175 60 2195</box>
ad-address: ಸಿ.ಎ ಸೈಟ್ ನಂ.1, ಐ.ಟಿ.ಐ ಬಡಾವಣೆ, ಬನಶಂಕರಿ <box>299 168 598 188</box>
photo-caption: ಆರ್‌ವಿ ವಿಶ್ವವಿದ್ಯಾಲಯವು ನಗರದ ಜಯನಗರದಲ್ಲಿ ಇಂದು ಹಮ್ಮಿಕೊಂಡಿದ್ದ ಕರ್ನಾಟಕದಲ್ಲಿ ಪ್ರಸವ ಪೂರ್ವ ಹಾಗೂ ಪ್ರಸವ ಸಮಯದಲ್ಲಿ ತಾಯಂದಿರ ಮರಣ ಪ್ರಮಾಣವನ್ನು ಕಡಿಮೆ ಮಾಡುವ ಸಮ್ಮೇಳನ ಕಾರ್ಯಕ್ರಮದಲ್ಲಿ ಆರೋಗ್ಯ ಮತ್ತು ಕುಟುಂಬ ಕಲ್ಯಾಣ ಸಚಿವ ದಿನೇಶ್ ಗುಂಡೂರಾವ್, ವಿವಿಯ ಅಧಿಕಾರಿಗಳು ಮತ್ತು ಗಣ್ಯರು ಉಪಸ್ಥಿತರಿದ್ದರು. <box>976 1407 1470 1456</box>
paragraph: ಇದು ರಾಜ್ಯದ ಮಹಿಳೆಯರ ಸಬಲೀಕರಣಕ್ಕೆ ಪೂರಕವಾಗಲಿದೆ ಎಂದು ಹೇಳಿದ್ದಾರೆ. <box>1043 901 1261 932</box>
article-subheading: ■ ಅಗಾಸ್ಸಿ –ಸ್ಟೆಫಿ ಕುಟುಂಬ ಜೀವನ : <box>496 1874 649 1889</box>
paragraph: ಪಾಕಿಸ್ತಾನ ಮತ್ತು ಬಾಂಗ್ಲಾದೇಶ ನಡುವಿನ ಸೂಪರ್ ಫೋರ್ ಮುಖಾಮುಖಿ ಸೆಪ್ಟೆಂಬರ್ 25ರಂದು ದುಬೈ ಅಂತಾರಾಷ್ಟ್ರೀಯ ಕ್ರಿಕೆಟ್ ಕ್ರೀಡಾಂಗಣದಲ್ಲಿ ನಡೆಯಿತು. ಪಂದ್ಯದಲ್ಲಿ ಟಾಸ್ ಸೋತ ನಂತರ ಪಾಕಿಸ್ತಾನವು ಮೊದಲು ಬ್ಯಾಟಿಂಗ್ ಗೆ ಆಹ್ವಾನ ಪಡೆಯಿತು. ಬ್ಯಾಟಿಂಗ್ ವೈಫಲ್ಯ ಅನುಭವಿಸಿದ ಪಾಕಿಸ್ತಾನಕ್ಕೆ ಆಸರೆಯಾದ ಮೊಹಮ್ಮದ್ ಹ್ಯಾರಿಸ್ 23 ಎಸೆತಗಳಲ್ಲಿ 31 ರನ್ ಗಳಿಸಿದರೆ, ಮೊಹಮ್ಮದ್ ನವಾಜ್ 25 ರನ್ ಸೇರಿಸಿದರು. ಹೀಗಾಗಿ 8 ವಿಕೆಟ್ ಗೆ 135 ರನ್ ಗಳಿಸಿತು. <box>496 1148 941 1447</box>
article-cricket <box>41 1097 941 1450</box>
society-emblem-logo <box>774 122 840 203</box>
paragraph: ಬೆಂಗಳೂರು,ಸೆ.26–ಬೆಂಗಳೂರು–ಮೈಸೂರು ಎಕ್ಸ್ ಪ್ರೆಸ್ ಹೆದ್ದಾರಿಯಲ್ಲಿ ನಿನ್ನೆ ಮಧ್ಯರಾತ್ರಿ ಸಂಭವಿಸಿದ ಎರಡು ಪ್ರತ್ಯೇಕ ಅಪಘಾತಗಳಲ್ಲಿ ಇಬ್ಬರು ಸ್ಥಳದಲ್ಲೇ ಸಾವನ್ನಪ್ಪಿದ್ದಾರೆ. <box>41 233 219 334</box>
